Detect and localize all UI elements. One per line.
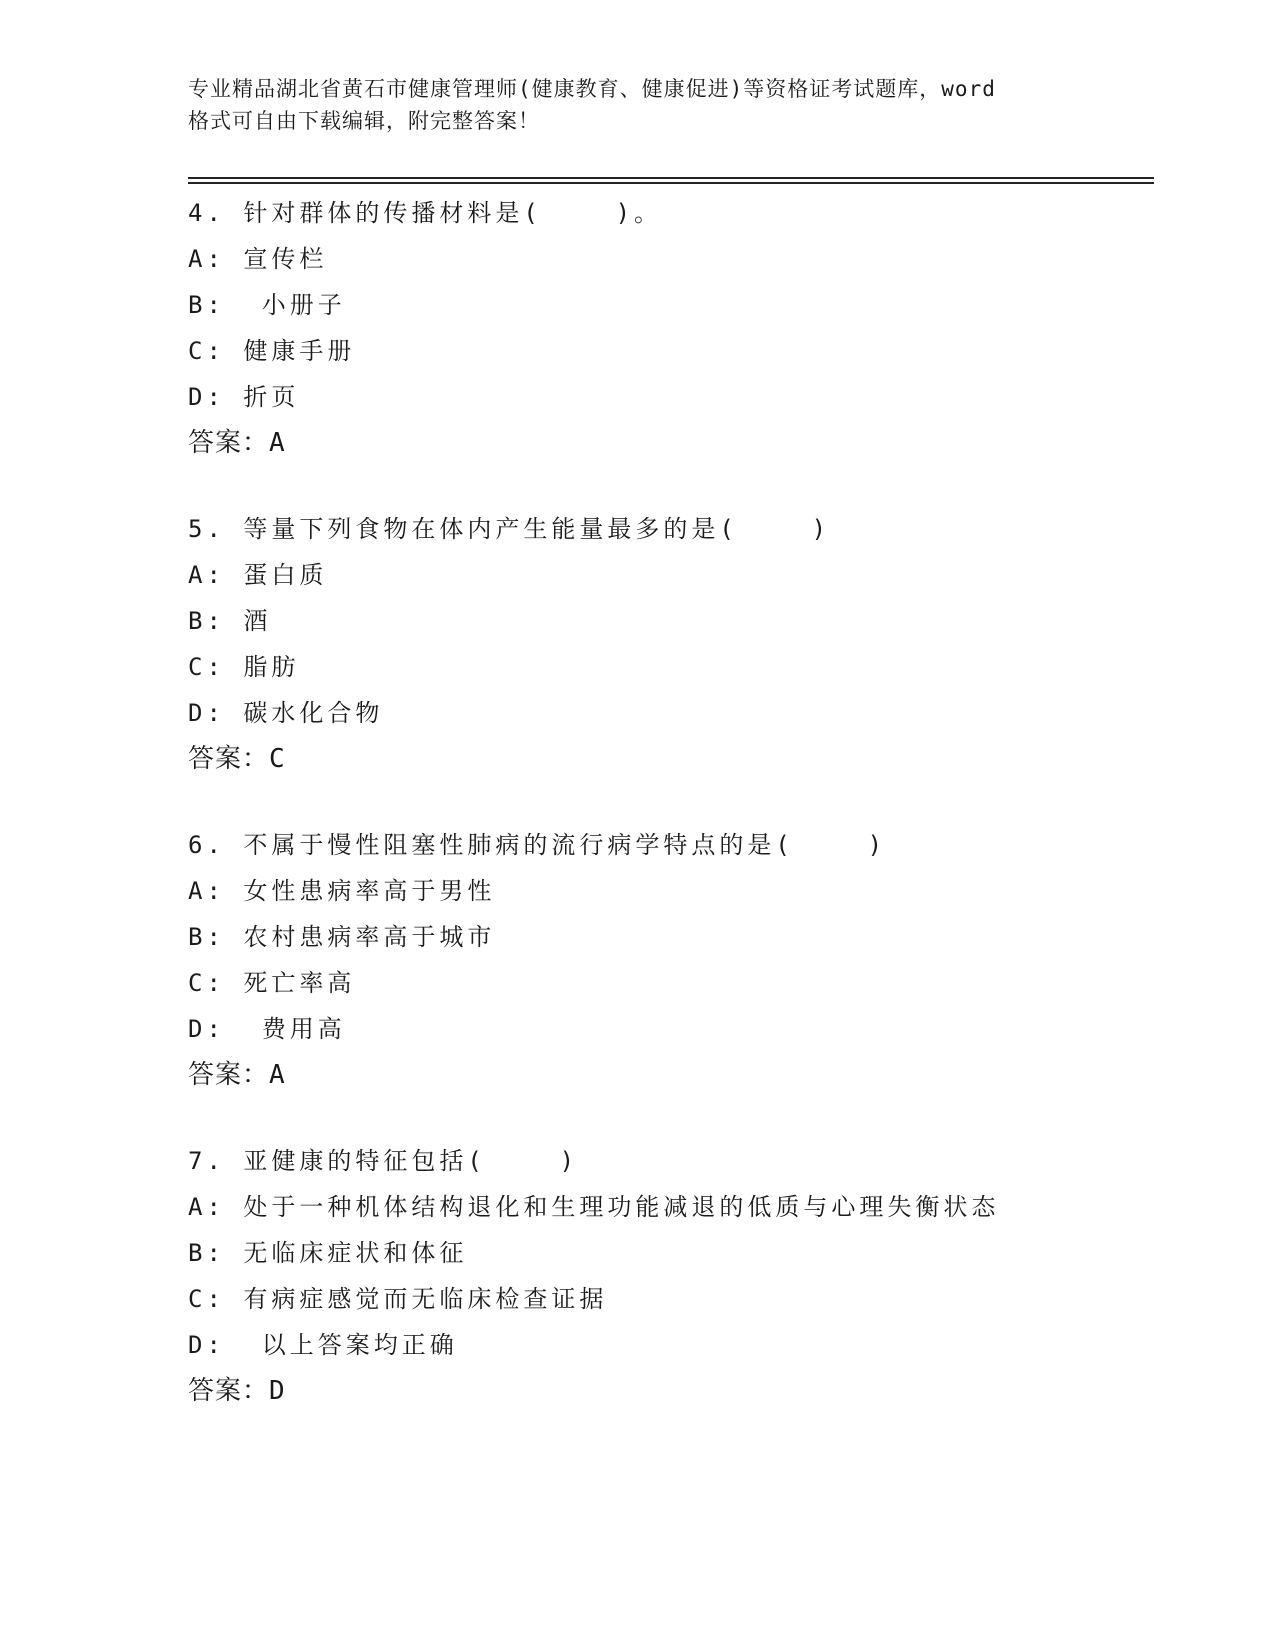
answer <box>188 1052 1148 1098</box>
question-stem: 5. 等量下列食物在体内产生能量最多的是( ) <box>188 515 831 543</box>
option-c: C: 脂肪 <box>188 653 300 681</box>
header-rule-bottom <box>188 182 1154 184</box>
document-header <box>188 73 1088 137</box>
question-stem: 6. 不属于慢性阻塞性肺病的流行病学特点的是( ) <box>188 831 887 859</box>
option-b: B: 无临床症状和体征 <box>188 1239 468 1267</box>
option-c: C: 健康手册 <box>188 337 356 365</box>
option-c: C: 有病症感觉而无临床检查证据 <box>188 1285 608 1313</box>
question-stem: 4. 针对群体的传播材料是( )。 <box>188 199 663 227</box>
answer-label: 答案： <box>188 1376 270 1406</box>
answer-value: A <box>269 1060 285 1090</box>
answer-value: D <box>269 1376 285 1406</box>
answer-label: 答案： <box>188 744 270 774</box>
option-a: A: 女性患病率高于男性 <box>188 877 496 905</box>
question-6 <box>188 822 1148 1098</box>
option-d: D: 折页 <box>188 383 300 411</box>
option-a: A: 处于一种机体结构退化和生理功能减退的低质与心理失衡状态 <box>188 1193 1000 1221</box>
option-a: A: 蛋白质 <box>188 561 328 589</box>
option-d: D: 碳水化合物 <box>188 699 384 727</box>
answer <box>188 736 1148 782</box>
answer-value: A <box>269 428 285 458</box>
answer <box>188 1368 1148 1414</box>
answer-label: 答案： <box>188 428 270 458</box>
question-4 <box>188 190 1148 466</box>
answer-label: 答案： <box>188 1060 270 1090</box>
option-a: A: 宣传栏 <box>188 245 328 273</box>
question-stem: 7. 亚健康的特征包括( ) <box>188 1147 579 1175</box>
question-7 <box>188 1138 1148 1414</box>
option-d: D: 费用高 <box>188 1015 346 1043</box>
header-line-1: 专业精品湖北省黄石市健康管理师(健康教育、健康促进)等资格证考试题库，word <box>188 77 996 101</box>
option-b: B: 小册子 <box>188 291 346 319</box>
question-list <box>188 190 1148 1454</box>
answer-value: C <box>269 744 285 774</box>
option-c: C: 死亡率高 <box>188 969 356 997</box>
option-b: B: 酒 <box>188 607 272 635</box>
answer <box>188 420 1148 466</box>
option-d: D: 以上答案均正确 <box>188 1331 458 1359</box>
question-5 <box>188 506 1148 782</box>
option-b: B: 农村患病率高于城市 <box>188 923 496 951</box>
header-rule-top <box>188 177 1154 179</box>
header-line-2: 格式可自由下载编辑，附完整答案！ <box>188 109 540 133</box>
